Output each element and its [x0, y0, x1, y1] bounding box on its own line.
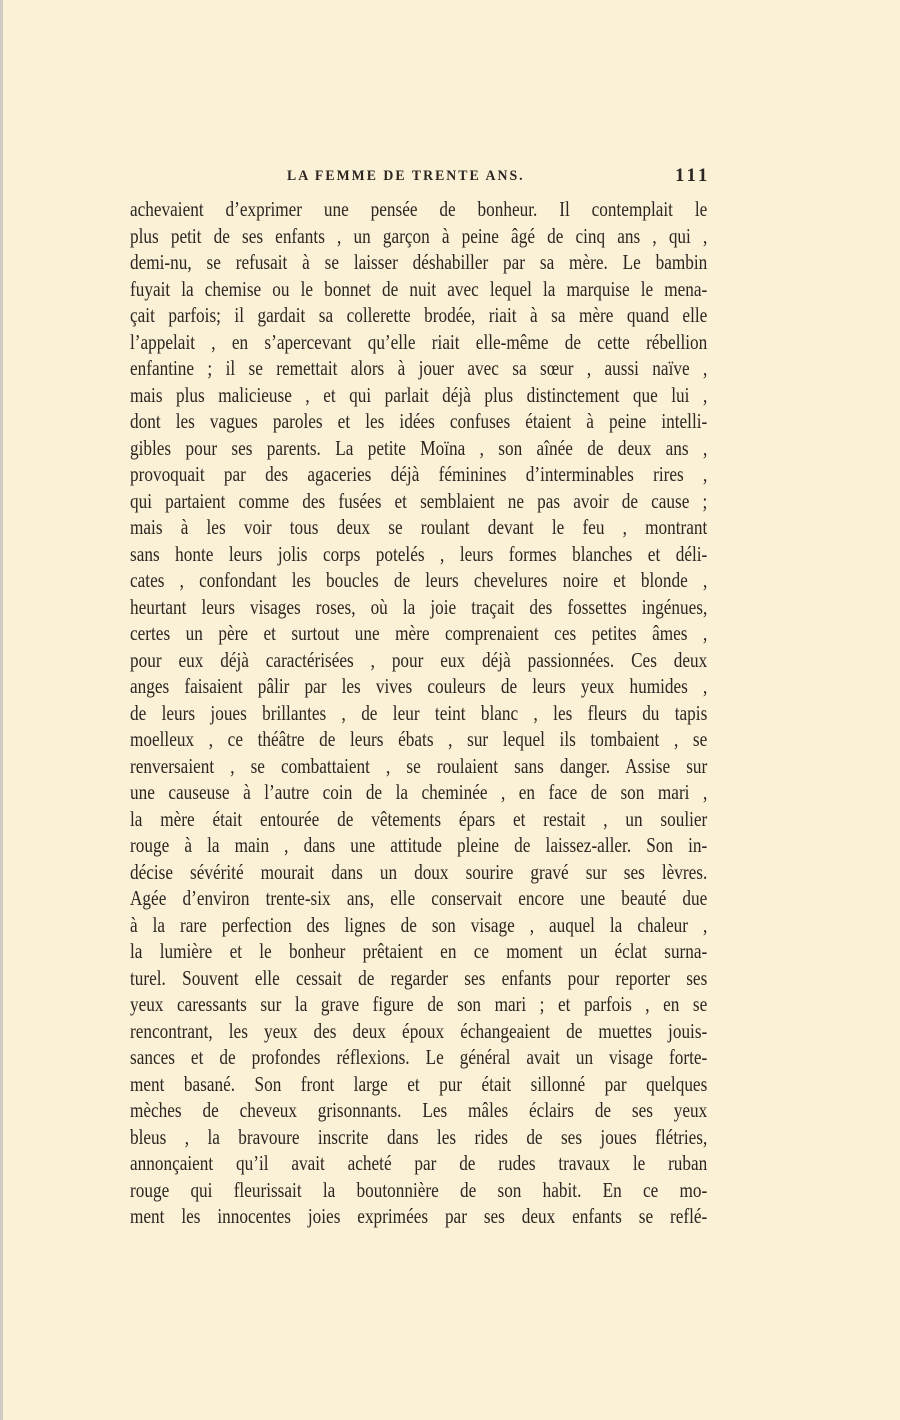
- text-line: sans honte leurs jolis corps potelés , leurs formes blanches et déli-: [130, 541, 708, 566]
- text-line: mais plus malicieuse , et qui parlait déjà plus distinctement que lui ,: [130, 382, 708, 407]
- body-text: [130, 196, 834, 1230]
- text-line: bleus , la bravoure inscrite dans les rides de ses joues flétries,: [130, 1124, 708, 1149]
- running-title: LA FEMME DE TRENTE ANS.: [287, 168, 525, 184]
- text-line: renversaient , se combattaient , se roulaient sans danger. Assise sur: [130, 753, 708, 778]
- text-line: heurtant leurs visages roses, où la joie traçait des fossettes ingénues,: [130, 594, 708, 619]
- text-line: la mère était entourée de vêtements épars et restait , un soulier: [130, 806, 708, 831]
- text-line: sances et de profondes réflexions. Le général avait un visage forte-: [130, 1045, 708, 1069]
- text-line: certes un père et surtout une mère comprenaient ces petites âmes ,: [130, 621, 708, 645]
- text-line: annonçaient qu’il avait acheté par de rudes travaux le ruban: [130, 1151, 708, 1175]
- text-line: dont les vagues paroles et les idées confuses étaient à peine intelli-: [130, 409, 708, 433]
- text-line: fuyait la chemise ou le bonnet de nuit avec lequel la marquise le mena-: [130, 276, 708, 301]
- text-line: ment basané. Son front large et pur était sillonné par quelques: [130, 1071, 708, 1096]
- text-line: rouge à la main , dans une attitude pleine de laissez-aller. Son in-: [130, 833, 708, 857]
- text-line: plus petit de ses enfants , un garçon à peine âgé de cinq ans , qui ,: [130, 223, 708, 248]
- text-line: l’appelait , en s’apercevant qu’elle riait elle-même de cette rébellion: [130, 329, 708, 354]
- text-line: une causeuse à l’autre coin de la cheminée , en face de son mari ,: [130, 780, 708, 804]
- text-line: Agée d’environ trente-six ans, elle conservait encore une beauté due: [130, 886, 708, 910]
- text-line: çait parfois; il gardait sa collerette brodée, riait à sa mère quand elle: [130, 303, 708, 327]
- text-line: mèches de cheveux grisonnants. Les mâles éclairs de ses yeux: [130, 1098, 708, 1122]
- text-line: turel. Souvent elle cessait de regarder ses enfants pour reporter ses: [130, 965, 708, 990]
- text-line: la lumière et le bonheur prêtaient en ce moment un éclat surna-: [130, 939, 708, 963]
- text-line: de leurs joues brillantes , de leur teint blanc , les fleurs du tapis: [130, 700, 708, 725]
- page-number: 111: [675, 165, 711, 186]
- text-line: yeux caressants sur la grave figure de son mari ; et parfois , en se: [130, 992, 708, 1016]
- text-line: anges faisaient pâlir par les vives couleurs de leurs yeux humides ,: [130, 674, 708, 698]
- text-line: rouge qui fleurissait la boutonnière de son habit. En ce mo-: [130, 1177, 708, 1202]
- text-line: demi-nu, se refusait à se laisser déshabiller par sa mère. Le bambin: [130, 250, 708, 274]
- scan-edge: [0, 0, 3, 1420]
- text-line: gibles pour ses parents. La petite Moïna , son aînée de deux ans ,: [130, 435, 708, 460]
- text-line: mais à les voir tous deux se roulant devant le feu , montrant: [130, 515, 708, 539]
- text-line: cates , confondant les boucles de leurs chevelures noire et blonde ,: [130, 568, 708, 592]
- text-line: pour eux déjà caractérisées , pour eux déjà passionnées. Ces deux: [130, 647, 708, 672]
- text-line: à la rare perfection des lignes de son visage , auquel la chaleur ,: [130, 912, 708, 937]
- text-line: enfantine ; il se remettait alors à jouer avec sa sœur , aussi naïve ,: [130, 356, 708, 380]
- text-line: décise sévérité mourait dans un doux sourire gravé sur ses lèvres.: [130, 859, 708, 884]
- text-line: ment les innocentes joies exprimées par ses deux enfants se reflé-: [130, 1204, 708, 1228]
- text-line: achevaient d’exprimer une pensée de bonheur. Il contemplait le: [130, 197, 708, 221]
- text-line: moelleux , ce théâtre de leurs ébats , sur lequel ils tombaient , se: [130, 727, 708, 751]
- text-line: qui partaient comme des fusées et semblaient ne pas avoir de cause ;: [130, 488, 708, 513]
- text-line: rencontrant, les yeux des deux époux échangeaient de muettes jouis-: [130, 1018, 708, 1043]
- text-line: provoquait par des agaceries déjà féminines d’interminables rires ,: [130, 462, 708, 486]
